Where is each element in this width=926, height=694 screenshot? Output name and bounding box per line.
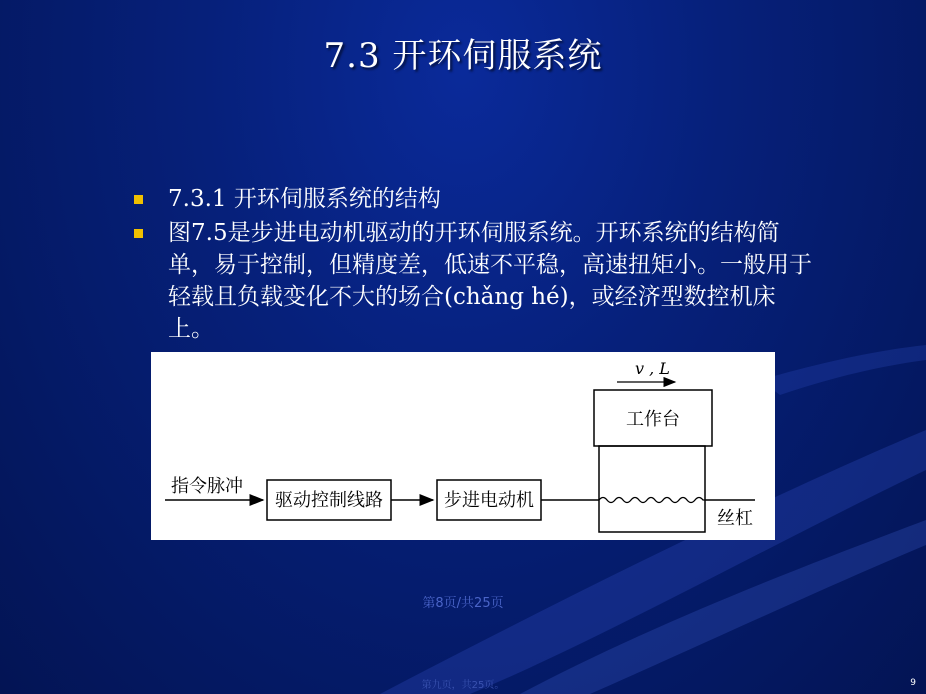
bullet-square-icon: [134, 229, 143, 238]
bullet-item: [132, 217, 812, 345]
motion-label: v , L: [635, 359, 670, 378]
slide-title: 7.3 开环伺服系统: [323, 36, 603, 76]
lead-screw: [599, 498, 705, 503]
nut-box: [599, 446, 705, 532]
bullet-item: [132, 183, 812, 215]
bullet-list: [132, 183, 812, 347]
page-footer: 第九页，共25页。: [421, 680, 505, 691]
motor-label: 步进电动机: [444, 490, 534, 511]
servo-diagram: [151, 352, 775, 540]
table-label: 工作台: [626, 409, 680, 430]
slide-number: 9: [910, 678, 916, 688]
driver-label: 驱动控制线路: [275, 490, 383, 511]
input-label: 指令脉冲: [171, 476, 243, 497]
bullet-text: 7.3.1 开环伺服系统的结构: [168, 186, 441, 212]
bullet-text: 图7.5是步进电动机驱动的开环伺服系统。开环系统的结构简单，易于控制，但精度差，低速不平稳，高速扭矩小。一般用于轻载且负载变化不大的场合(chǎng hé)，或经济型数控机床上。: [168, 220, 812, 342]
page-indicator: 第8页/共25页: [422, 596, 504, 611]
bullet-square-icon: [134, 195, 143, 204]
servo-diagram-svg: [151, 352, 775, 540]
screw-label: 丝杠: [717, 508, 753, 529]
